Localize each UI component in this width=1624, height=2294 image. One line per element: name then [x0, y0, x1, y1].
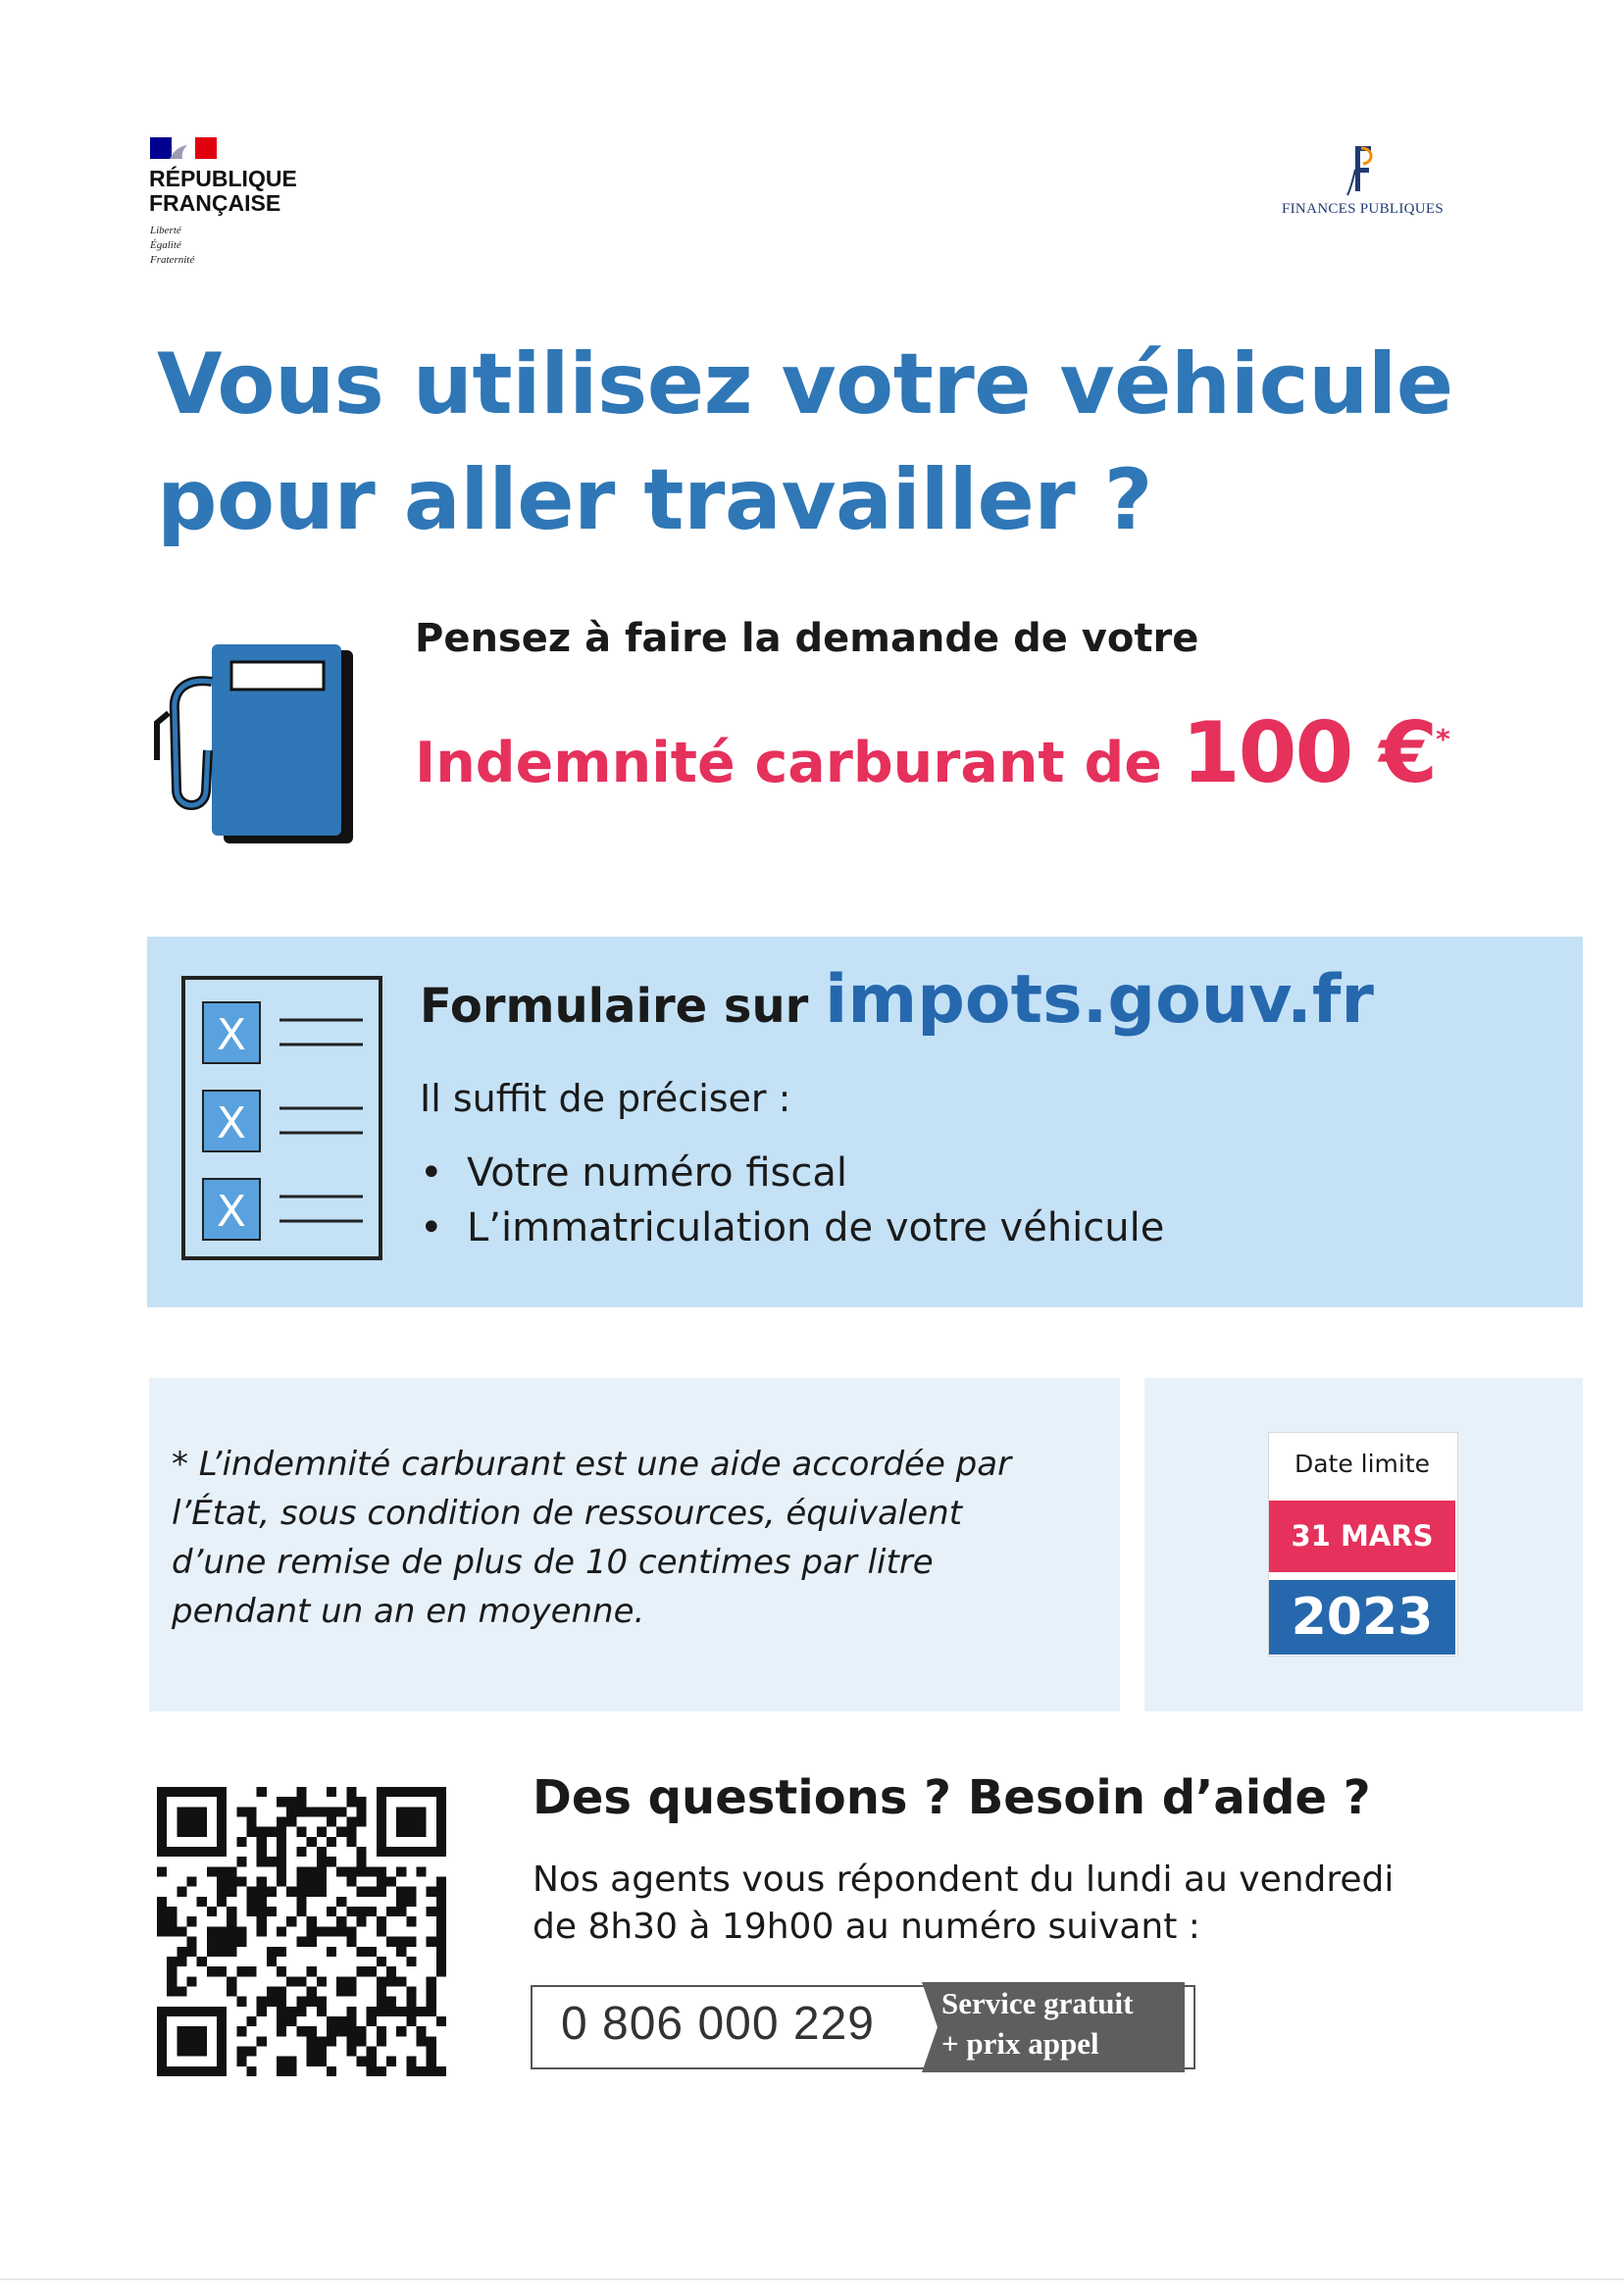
service-tag-text: Service gratuit + prix appel: [941, 1986, 1134, 2061]
deadline-label: Date limite: [1294, 1450, 1431, 1478]
phone-number[interactable]: 0 806 000 229: [561, 1998, 875, 2050]
fuel-indemnity-headline: [415, 704, 1450, 802]
impots-site-link[interactable]: impots.gouv.fr: [825, 961, 1374, 1039]
form-intro: Il suffit de préciser :: [420, 1077, 791, 1120]
fuel-pump-icon: [147, 642, 353, 843]
title-line-2: pour aller travailler ?: [157, 451, 1153, 549]
help-title: Des questions ? Besoin d’aide ?: [533, 1770, 1371, 1825]
title-line-1: Vous utilisez votre véhicule: [157, 335, 1453, 433]
form-title-prefix: Formulaire sur: [420, 979, 826, 1034]
fuel-intro: Pensez à faire la demande de votre: [415, 616, 1199, 661]
requirement-vehicle-registration: • L’immatriculation de votre véhicule: [420, 1200, 1164, 1255]
check-mark-1: X: [216, 1010, 247, 1060]
fuel-indemnity-asterisk: *: [1436, 723, 1450, 755]
finances-publiques-text: FINANCES PUBLIQUES: [1282, 201, 1445, 217]
deadline-year: 2023: [1269, 1580, 1455, 1655]
marianne-flag-icon: [150, 137, 217, 159]
form-requirements-list: [420, 1146, 1164, 1255]
form-title: [420, 961, 1374, 1039]
deadline-day: 31 MARS: [1269, 1501, 1455, 1572]
fuel-indemnity-label: Indemnité carburant de: [415, 731, 1182, 795]
fuel-indemnity-amount: 100 €: [1181, 704, 1437, 802]
page-bottom-edge: [0, 2278, 1624, 2280]
check-mark-3: X: [216, 1187, 247, 1237]
qr-code-icon[interactable]: [157, 1787, 446, 2076]
checklist-icon: [181, 976, 382, 1260]
requirement-fiscal-number: • Votre numéro fiscal: [420, 1146, 1164, 1200]
indemnity-footnote: * L’indemnité carburant est une aide accordée par l’État, sous condition de ressources, équivalent d’une remise de plus de 10 centimes par litre pendant un an en moyenne.: [172, 1445, 1012, 1631]
finances-publiques-logo-icon: [1342, 142, 1377, 197]
republique-francaise-name: RÉPUBLIQUE FRANÇAISE: [149, 166, 297, 216]
help-hours-text: Nos agents vous répondent du lundi au vendredi de 8h30 à 19h00 au numéro suivant :: [533, 1860, 1395, 1947]
page-title: [157, 327, 1453, 558]
republic-motto: Liberté Égalité Fraternité: [150, 225, 195, 266]
check-mark-2: X: [216, 1098, 247, 1148]
